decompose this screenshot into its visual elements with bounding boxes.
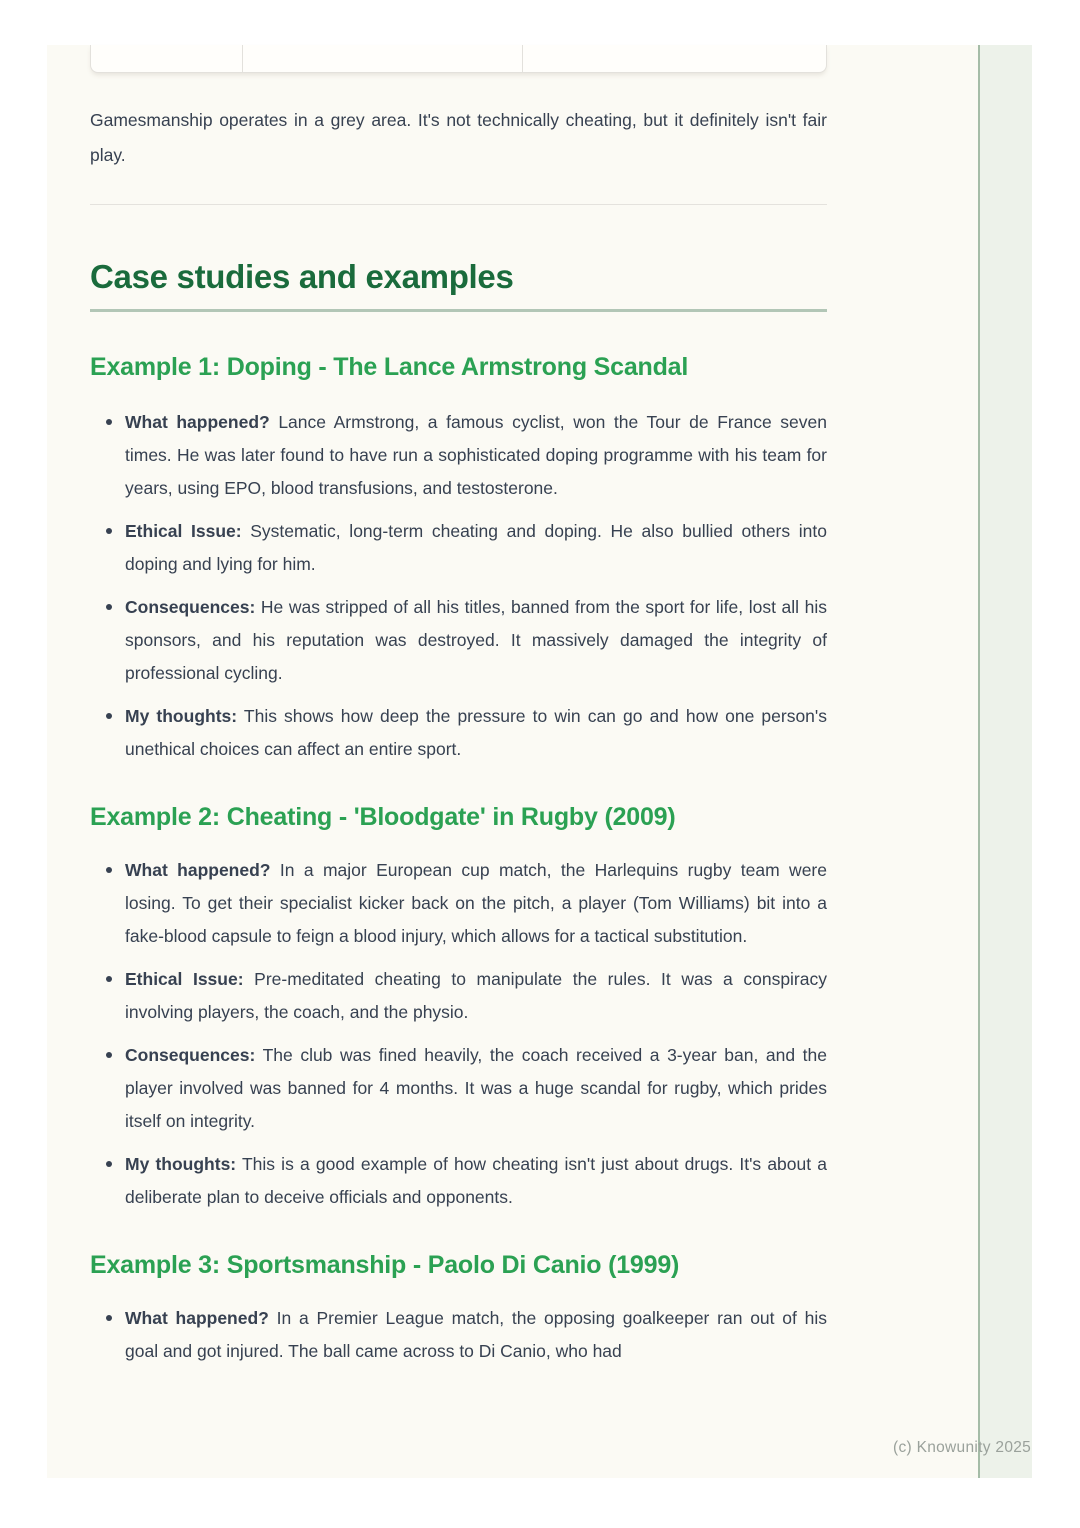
bullet-label: Ethical Issue:	[125, 521, 242, 541]
bullet-dot-icon	[106, 1161, 112, 1167]
copyright-watermark: (c) Knowunity 2025	[893, 1439, 1032, 1456]
table-cell	[243, 45, 523, 72]
list-item	[90, 700, 827, 766]
bullet-text: He was stripped of all his titles, banned from the sport for life, lost all his sponsors, and his reputation was destroyed. It massively damaged the integrity of professional cycling.	[125, 597, 827, 683]
intro-paragraph: Gamesmanship operates in a grey area. It's not technically cheating, but it definitely isn't fair play.	[90, 110, 827, 165]
example-2-heading: Example 2: Cheating - 'Bloodgate' in Rugby (2009)	[90, 803, 676, 831]
title-underline	[90, 309, 827, 312]
list-item	[90, 1148, 827, 1214]
table-bottom-edge	[90, 45, 827, 73]
bullet-label: What happened?	[125, 1308, 269, 1328]
list-item	[90, 963, 827, 1029]
bullet-text: In a Premier League match, the opposing goalkeeper ran out of his goal and got injured. The ball came across to Di Canio, who had	[125, 1308, 828, 1361]
bullet-text: The club was fined heavily, the coach received a 3-year ban, and the player involved was banned for 4 months. It was a huge scandal for rugby, which prides itself on integrity.	[125, 1045, 827, 1131]
section-divider	[90, 204, 827, 205]
bullet-label: Consequences:	[125, 597, 256, 617]
bullet-label: What happened?	[125, 860, 271, 880]
bullet-dot-icon	[106, 419, 112, 425]
bullet-label: My thoughts:	[125, 706, 238, 726]
page-accent-strip	[978, 45, 1032, 1478]
bullet-text: This is a good example of how cheating isn't just about drugs. It's about a deliberate plan to deceive officials and opponents.	[125, 1154, 828, 1207]
list-item	[90, 854, 827, 953]
bullet-text: This shows how deep the pressure to win can go and how one person's unethical choices can affect an entire sport.	[125, 706, 828, 759]
bullet-text: In a major European cup match, the Harlequins rugby team were losing. To get their specialist kicker back on the pitch, a player (Tom Williams) bit into a fake-blood capsule to feign a blood injury, which allows for a tactical substitution.	[125, 860, 827, 946]
bullet-dot-icon	[106, 1315, 112, 1321]
table-cell	[523, 45, 826, 72]
document-page	[47, 45, 978, 1478]
list-item	[90, 1039, 827, 1138]
example-1-list	[90, 406, 827, 766]
list-item	[90, 406, 827, 505]
list-item	[90, 515, 827, 581]
page-title: Case studies and examples	[90, 258, 514, 295]
bullet-dot-icon	[106, 713, 112, 719]
bullet-dot-icon	[106, 867, 112, 873]
table-cell	[91, 45, 243, 72]
document-content	[90, 45, 827, 1368]
bullet-text: Pre-meditated cheating to manipulate the rules. It was a conspiracy involving players, the coach, and the physio.	[125, 969, 827, 1022]
bullet-text: Systematic, long-term cheating and doping. He also bullied others into doping and lying for him.	[125, 521, 827, 574]
bullet-label: Ethical Issue:	[125, 969, 244, 989]
bullet-dot-icon	[106, 528, 112, 534]
bullet-dot-icon	[106, 1052, 112, 1058]
example-3-heading: Example 3: Sportsmanship - Paolo Di Canio (1999)	[90, 1251, 680, 1279]
example-3-list	[90, 1302, 827, 1368]
example-2-list	[90, 854, 827, 1214]
bullet-dot-icon	[106, 976, 112, 982]
bullet-label: What happened?	[125, 412, 270, 432]
bullet-text: Lance Armstrong, a famous cyclist, won the Tour de France seven times. He was later found to have run a sophisticated doping programme with his team for years, using EPO, blood transfusions, and testosterone.	[125, 412, 827, 498]
list-item	[90, 1302, 827, 1368]
bullet-dot-icon	[106, 604, 112, 610]
bullet-label: My thoughts:	[125, 1154, 237, 1174]
example-1-heading: Example 1: Doping - The Lance Armstrong Scandal	[90, 353, 689, 381]
bullet-label: Consequences:	[125, 1045, 256, 1065]
list-item	[90, 591, 827, 690]
